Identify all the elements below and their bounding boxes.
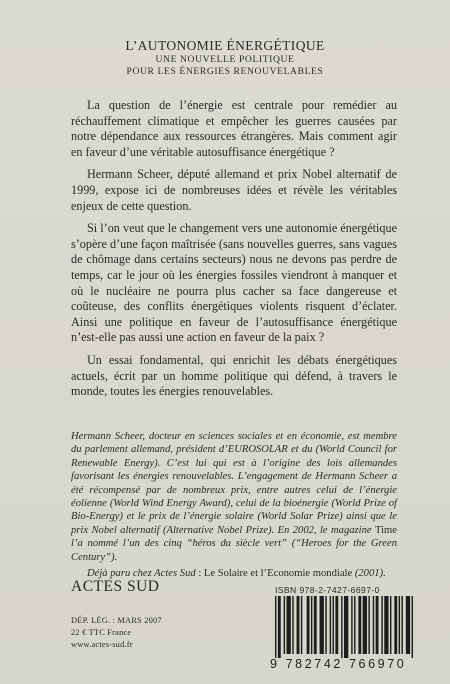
barcode-bar — [314, 596, 317, 654]
previous-work-title: : Le Solaire et l’Economie mondiale — [195, 568, 355, 580]
title-block — [0, 38, 450, 78]
barcode-bar — [381, 596, 382, 654]
isbn-number: ISBN 978-2-7427-6697-0 — [275, 585, 380, 595]
legal-deposit: DÉP. LÉG. : MARS 2007 — [71, 616, 162, 625]
barcode-bar — [278, 596, 281, 658]
barcode-bar — [292, 596, 293, 654]
previous-work-year: (2001). — [354, 568, 386, 580]
barcode-bar — [354, 596, 355, 654]
barcode-bar — [394, 596, 397, 654]
blurb-text — [71, 98, 397, 407]
previous-work-label: Déjà paru chez Actes Sud — [87, 568, 196, 580]
publisher-name: ACTES SUD — [71, 578, 160, 595]
blurb-paragraph-2: Hermann Scheer, député allemand et prix Nobel alternatif de 1999, expose ici de nombreuses idées et révèle les véritables enjeux de cette question. — [71, 167, 397, 213]
barcode-bar — [297, 596, 300, 654]
barcode-bar — [390, 596, 391, 654]
barcode-bar — [368, 596, 369, 654]
barcode-bar — [412, 596, 413, 658]
barcode-bar — [344, 596, 348, 658]
price: 22 € TTC France — [71, 628, 132, 637]
barcode-bar — [287, 596, 291, 654]
barcode-bar — [275, 596, 276, 658]
barcode-bar — [341, 596, 342, 658]
barcode-bar — [376, 596, 379, 654]
barcode-bar — [307, 596, 310, 654]
barcode-bar — [320, 596, 324, 654]
barcode-bar — [330, 596, 331, 654]
author-bio-text-2: l’a nommé l’un des cinq “héros du siècle vert” (“Heroes for the Green Century”). — [71, 538, 397, 563]
blurb-paragraph-4: Un essai fondamental, qui enrichit les débats énergétiques actuels, écrit par un homme politique qui défend, à travers le monde, toutes les énergies renouvelables. — [71, 352, 397, 399]
book-subtitle-line-1: UNE NOUVELLE POLITIQUE — [155, 54, 295, 65]
author-bio-text-1: Hermann Scheer, docteur en sciences sociales et en économie, est membre du parlement allemand, président d’EUROSOLAR et du (World Council for Renewable Energy). C’est lui qui est à l’origine des lois allemandes favorisant les énergies renouvelables. L’engagement de Hermann Scheer a été récompensé par de nombreux prix, entre autres celui de l’énergie éolienne (World Wind Energy Award), celui de la bioénergie (World Prize of Bio-Energy) et le prix de l’énergie solaire (World Solar Prize) ainsi que le prix Nobel alternatif (Alternative Nobel Prize). En 2002, le magazine — [71, 431, 397, 536]
barcode-bar — [384, 596, 388, 654]
barcode-bar — [363, 596, 367, 654]
barcode-bar — [402, 596, 403, 654]
barcode-bar — [311, 596, 312, 654]
blurb-paragraph-3: Si l’on veut que le changement vers une autonomie énergétique s’opère d’une façon maîtrisée (sans nouvelles guerres, sans vagues de chômage dans certains secteurs) nous ne devons pas perdre de temps, car le jour où les énergies fossiles viendront à manquer et où le nucléaire ne pourra plus cacher sa face dangereuse et coûteuse, des conflits énergétiques violents risquent d’éclater. Ainsi une politique en faveur de l’autosuffisance énergétique n’est-elle pas aussi une action en faveur de la paix ? — [71, 221, 397, 345]
barcode-bar — [284, 596, 285, 654]
barcode-bar — [335, 596, 338, 654]
author-bio-paragraph — [71, 430, 397, 564]
barcode-bar — [351, 596, 352, 654]
barcode-bar — [358, 596, 361, 654]
barcode-bar — [325, 596, 326, 654]
barcode-bar — [301, 596, 302, 654]
book-subtitle-line-2: POUR LES ÉNERGIES RENOUVELABLES — [126, 66, 324, 77]
barcode-bar — [406, 596, 410, 654]
colophon — [71, 615, 162, 651]
barcode-bar — [333, 596, 334, 654]
barcode-digits: 9 782742 766970 — [270, 657, 407, 671]
publisher-website: www.actes-sud.fr — [71, 640, 133, 649]
blurb-paragraph-1: La question de l’énergie est centrale pour remédier au réchauffement climatique et empêcher les guerres causées par notre dépendance aux ressources étrangères. Mais comment agir en faveur d’une véritable autosuffisance énergétique ? — [71, 98, 397, 159]
author-bio — [71, 430, 397, 580]
barcode-bar — [373, 596, 374, 654]
barcode-bar — [399, 596, 400, 654]
barcode-image — [275, 596, 413, 658]
book-title: L’AUTONOMIE ÉNERGÉTIQUE — [125, 38, 325, 53]
author-bio-magazine: Time — [375, 524, 397, 536]
